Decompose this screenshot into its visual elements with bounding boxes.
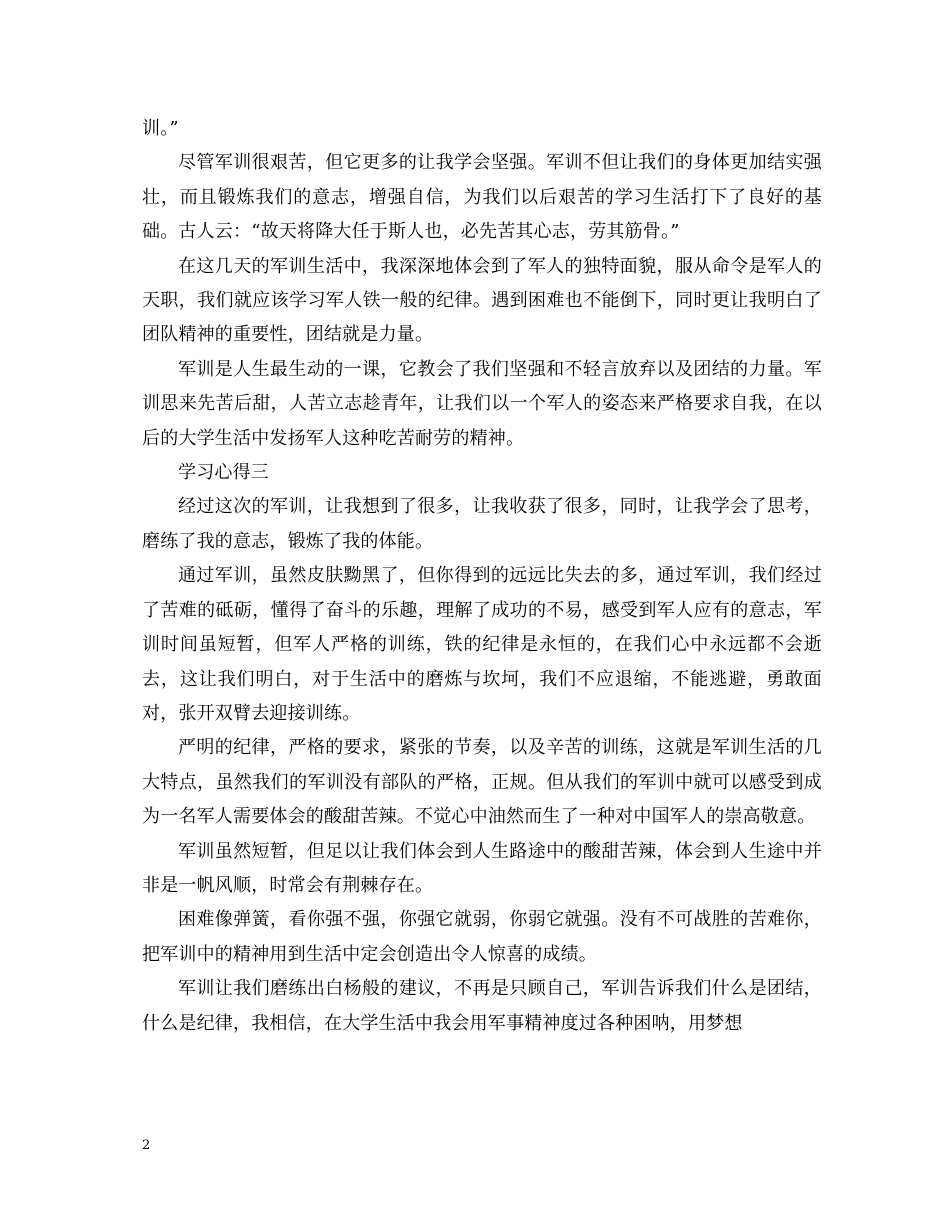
paragraph-7: 严明的纪律，严格的要求，紧张的节奏，以及辛苦的训练，这就是军训生活的几大特点，虽然我们的军训没有部队的严格，正规。但从我们的军训中就可以感受到成为一名军人需要体会的酸甜苦辣。不觉心中油然而生了一种对中国军人的崇高敬意。	[142, 737, 822, 828]
section-heading: 学习心得三	[178, 462, 269, 484]
paragraph-5: 经过这次的军训，让我想到了很多，让我收获了很多，同时，让我学会了思考，磨练了我的意志，锻炼了我的体能。	[142, 496, 822, 552]
paragraph-6: 通过军训，虽然皮肤黝黑了，但你得到的远远比失去的多，通过军训，我们经过了苦难的砥砺，懂得了奋斗的乐趣，理解了成功的不易，感受到军人应有的意志，军训时间虽短暂，但军人严格的训练，铁的纪律是永恒的，在我们心中永远都不会逝去，这让我们明白，对于生活中的磨炼与坎坷，我们不应退缩，不能逃避，勇敢面对，张开双臂去迎接训练。	[142, 565, 822, 724]
page-number: 2	[142, 1138, 151, 1153]
paragraph-8: 军训虽然短暂，但足以让我们体会到人生路途中的酸甜苦辣，体会到人生途中并非是一帆风顺，时常会有荆棘存在。	[142, 840, 822, 896]
paragraph-3: 在这几天的军训生活中，我深深地体会到了军人的独特面貌，服从命令是军人的天职，我们就应该学习军人铁一般的纪律。遇到困难也不能倒下，同时更让我明白了团队精神的重要性，团结就是力量。	[142, 255, 822, 346]
paragraph-4: 军训是人生最生动的一课，它教会了我们坚强和不轻言放弃以及团结的力量。军训思来先苦后甜，人苦立志趁青年，让我们以一个军人的姿态来严格要求自我，在以后的大学生活中发扬军人这种吃苦耐劳的精神。	[142, 358, 822, 449]
paragraph-9: 困难像弹簧，看你强不强，你强它就弱，你弱它就强。没有不可战胜的苦难你，把军训中的精神用到生活中定会创造出令人惊喜的成绩。	[142, 909, 822, 965]
document-body	[142, 112, 822, 1041]
paragraph-2: 尽管军训很艰苦，但它更多的让我学会坚强。军训不但让我们的身体更加结实强壮，而且锻炼我们的意志，增强自信，为我们以后艰苦的学习生活打下了良好的基础。古人云：“故天将降大任于斯人也，必先苦其心志，劳其筋骨。”	[142, 152, 822, 243]
paragraph-1: 训。”	[142, 118, 179, 139]
paragraph-10: 军训让我们磨练出白杨般的建议，不再是只顾自己，军训告诉我们什么是团结，什么是纪律，我相信，在大学生活中我会用军事精神度过各种困呐，用梦想	[142, 978, 822, 1034]
